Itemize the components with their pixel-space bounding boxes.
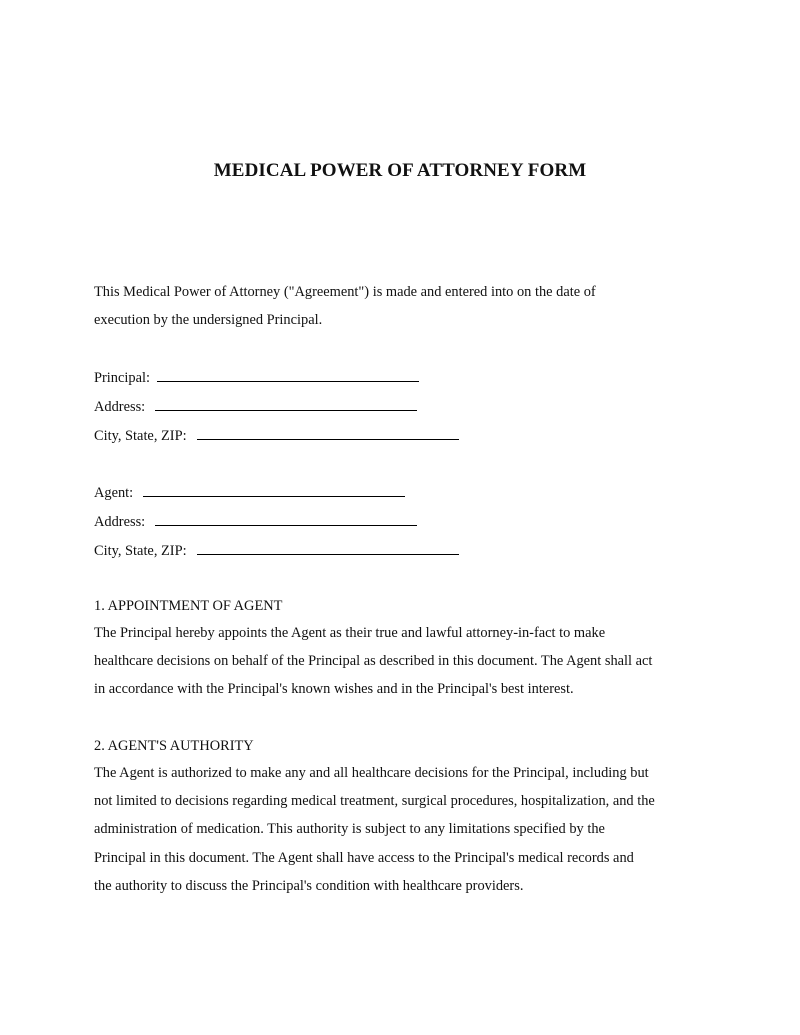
section-line: the authority to discuss the Principal's condition with healthcare providers. [94,877,524,894]
principal-address-blank[interactable] [155,396,417,411]
principal-name-field [94,367,419,388]
agent-address-label: Address: [94,514,146,530]
intro-paragraph [94,278,714,334]
agent-city-blank[interactable] [197,540,459,555]
section-body [94,619,714,704]
principal-city-blank[interactable] [197,425,459,440]
principal-city-field [94,425,459,446]
section-line: not limited to decisions regarding medical treatment, surgical procedures, hospitalization, and the [94,793,655,810]
page-title: MEDICAL POWER OF ATTORNEY FORM [213,160,587,181]
agent-city-field [94,540,459,561]
section-line: administration of medication. This authority is subject to any limitations specified by the [94,821,605,838]
agent-address-blank[interactable] [155,511,417,526]
agent-name-label: Agent: [94,485,134,501]
principal-name-blank[interactable] [157,367,419,382]
section-line: healthcare decisions on behalf of the Principal as described in this document. The Agent shall act [94,653,653,670]
section-heading: 1. APPOINTMENT OF AGENT [94,598,283,614]
section-body [94,759,714,900]
principal-address-field [94,396,417,417]
agent-address-field [94,511,417,532]
principal-name-label: Principal: [94,370,150,386]
agent-city-label: City, State, ZIP: [94,543,187,559]
principal-city-label: City, State, ZIP: [94,428,187,444]
section-line: Principal in this document. The Agent shall have access to the Principal's medical records and [94,849,634,866]
principal-address-label: Address: [94,399,146,415]
section-heading: 2. AGENT'S AUTHORITY [94,738,254,754]
section-line: in accordance with the Principal's known wishes and in the Principal's best interest. [94,681,574,698]
intro-line: execution by the undersigned Principal. [94,312,323,329]
agent-name-blank[interactable] [143,482,405,497]
agent-name-field [94,482,405,503]
section-line: The Agent is authorized to make any and all healthcare decisions for the Principal, including but [94,765,649,781]
intro-line: This Medical Power of Attorney ("Agreement") is made and entered into on the date of [94,284,596,300]
section-line: The Principal hereby appoints the Agent as their true and lawful attorney-in-fact to make [94,625,606,641]
